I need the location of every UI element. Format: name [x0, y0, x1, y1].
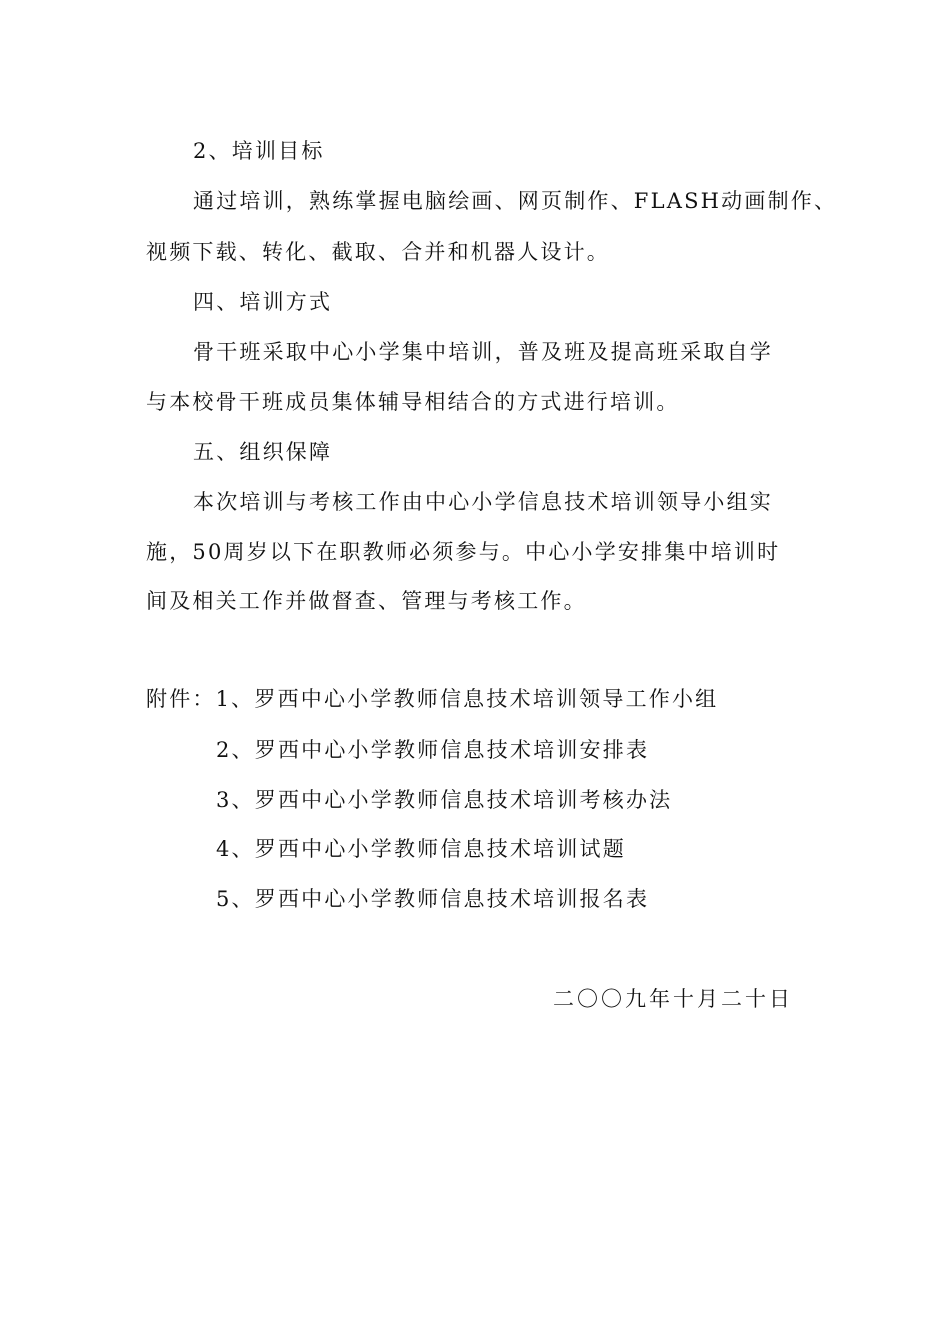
paragraph-line: 间及相关工作并做督查、管理与考核工作。 [146, 589, 587, 613]
attachment-item: 3、罗西中心小学教师信息技术培训考核办法 [216, 788, 673, 812]
attachment-item: 1、罗西中心小学教师信息技术培训领导工作小组 [215, 687, 719, 711]
paragraph-line: 与本校骨干班成员集体辅导相结合的方式进行培训。 [146, 390, 680, 414]
section-heading-organization: 五、组织保障 [193, 440, 333, 464]
attachments-label [146, 684, 718, 714]
attachment-item: 4、罗西中心小学教师信息技术培训试题 [216, 837, 626, 861]
paragraph-line: 本次培训与考核工作由中心小学信息技术培训领导小组实 [193, 490, 773, 514]
paragraph-line: 骨干班采取中心小学集中培训，普及班及提高班采取自学 [193, 340, 773, 364]
document-date: 二〇〇九年十月二十日 [553, 987, 793, 1011]
paragraph-line: 施，50周岁以下在职教师必须参与。中心小学安排集中培训时 [146, 540, 781, 564]
section-heading-goals: 2、培训目标 [193, 139, 325, 163]
paragraph-line: 视频下载、转化、截取、合并和机器人设计。 [146, 240, 610, 264]
section-heading-method: 四、培训方式 [193, 290, 333, 314]
attachments-label-text: 附件： [146, 687, 216, 711]
attachment-item: 5、罗西中心小学教师信息技术培训报名表 [216, 887, 650, 911]
paragraph-line: 通过培训，熟练掌握电脑绘画、网页制作、FLASH动画制作、 [193, 189, 838, 213]
attachment-item: 2、罗西中心小学教师信息技术培训安排表 [216, 738, 650, 762]
